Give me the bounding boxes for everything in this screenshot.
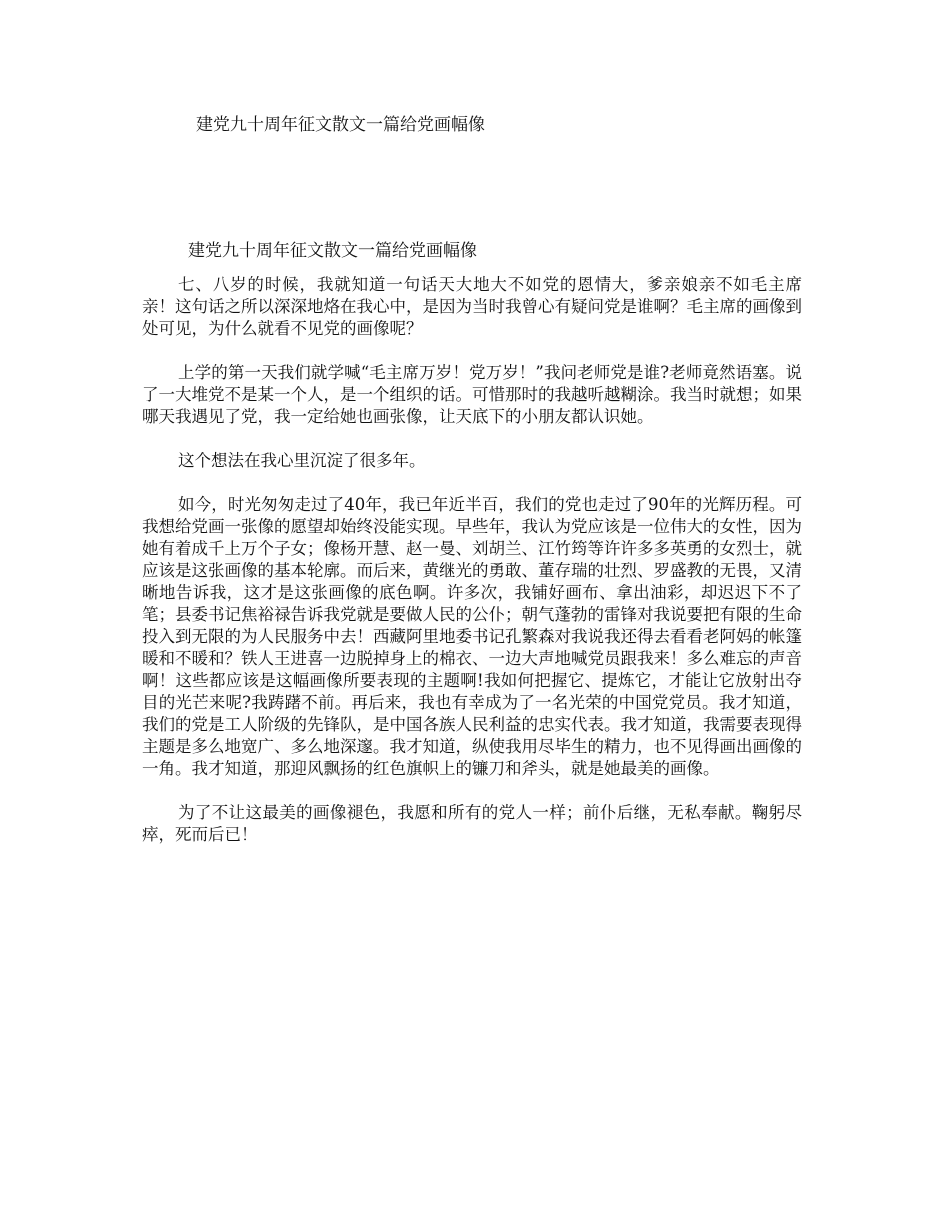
header-title: 建党九十周年征文散文一篇给党画幅像 <box>196 115 485 135</box>
paragraph: 为了不让这最美的画像褪色，我愿和所有的党人一样；前仆后继，无私奉献。鞠躬尽瘁，死而后已！ <box>142 803 802 844</box>
paragraph: 七、八岁的时候，我就知道一句话天大地大不如党的恩情大，爹亲娘亲不如毛主席亲！这句话之所以深深地烙在我心中，是因为当时我曾心有疑问党是谁啊？毛主席的画像到处可见，为什么就看不见党的画像呢？ <box>142 275 802 338</box>
document-body <box>142 240 802 868</box>
paragraph: 如今，时光匆匆走过了40年，我已年近半百，我们的党也走过了90年的光辉历程。可我想给党画一张像的愿望却始终没能实现。早些年，我认为党应该是一位伟大的女性，因为她有着成千上万个子女；像杨开慧、赵一曼、刘胡兰、江竹筠等许许多多英勇的女烈士，就应该是这张画像的基本轮廓。而后来，黄继光的勇敢、董存瑞的壮烈、罗盛教的无畏，又清晰地告诉我，这才是这张画像的底色啊。许多次，我铺好画布、拿出油彩，却迟迟下不了笔；县委书记焦裕禄告诉我党就是要做人民的公仆；朝气蓬勃的雷锋对我说要把有限的生命投入到无限的为人民服务中去！西藏阿里地委书记孔繁森对我说我还得去看看老阿妈的帐篷暖和不暖和？铁人王进喜一边脱掉身上的棉衣、一边大声地喊党员跟我来！多么难忘的声音啊！这些都应该是这幅画像所要表现的主题啊!我如何把握它、提炼它，才能让它放射出夺目的光芒来呢?我踌躇不前。再后来，我也有幸成为了一名光荣的中国党党员。我才知道，我们的党是工人阶级的先锋队，是中国各族人民利益的忠实代表。我才知道，我需要表现得主题是多么地宽广、多么地深邃。我才知道，纵使我用尽毕生的精力，也不见得画出画像的一角。我才知道，那迎风飘扬的红色旗帜上的镰刀和斧头，就是她最美的画像。 <box>142 495 802 778</box>
document-title: 建党九十周年征文散文一篇给党画幅像 <box>188 241 477 261</box>
paragraph: 上学的第一天我们就学喊“毛主席万岁！党万岁！”我问老师党是谁?老师竟然语塞。说了一大堆党不是某一个人，是一个组织的话。可惜那时的我越听越糊涂。我当时就想；如果哪天我遇见了党，我一定给她也画张像，让天底下的小朋友都认识她。 <box>142 363 802 426</box>
paragraph: 这个想法在我心里沉淀了很多年。 <box>178 451 426 470</box>
